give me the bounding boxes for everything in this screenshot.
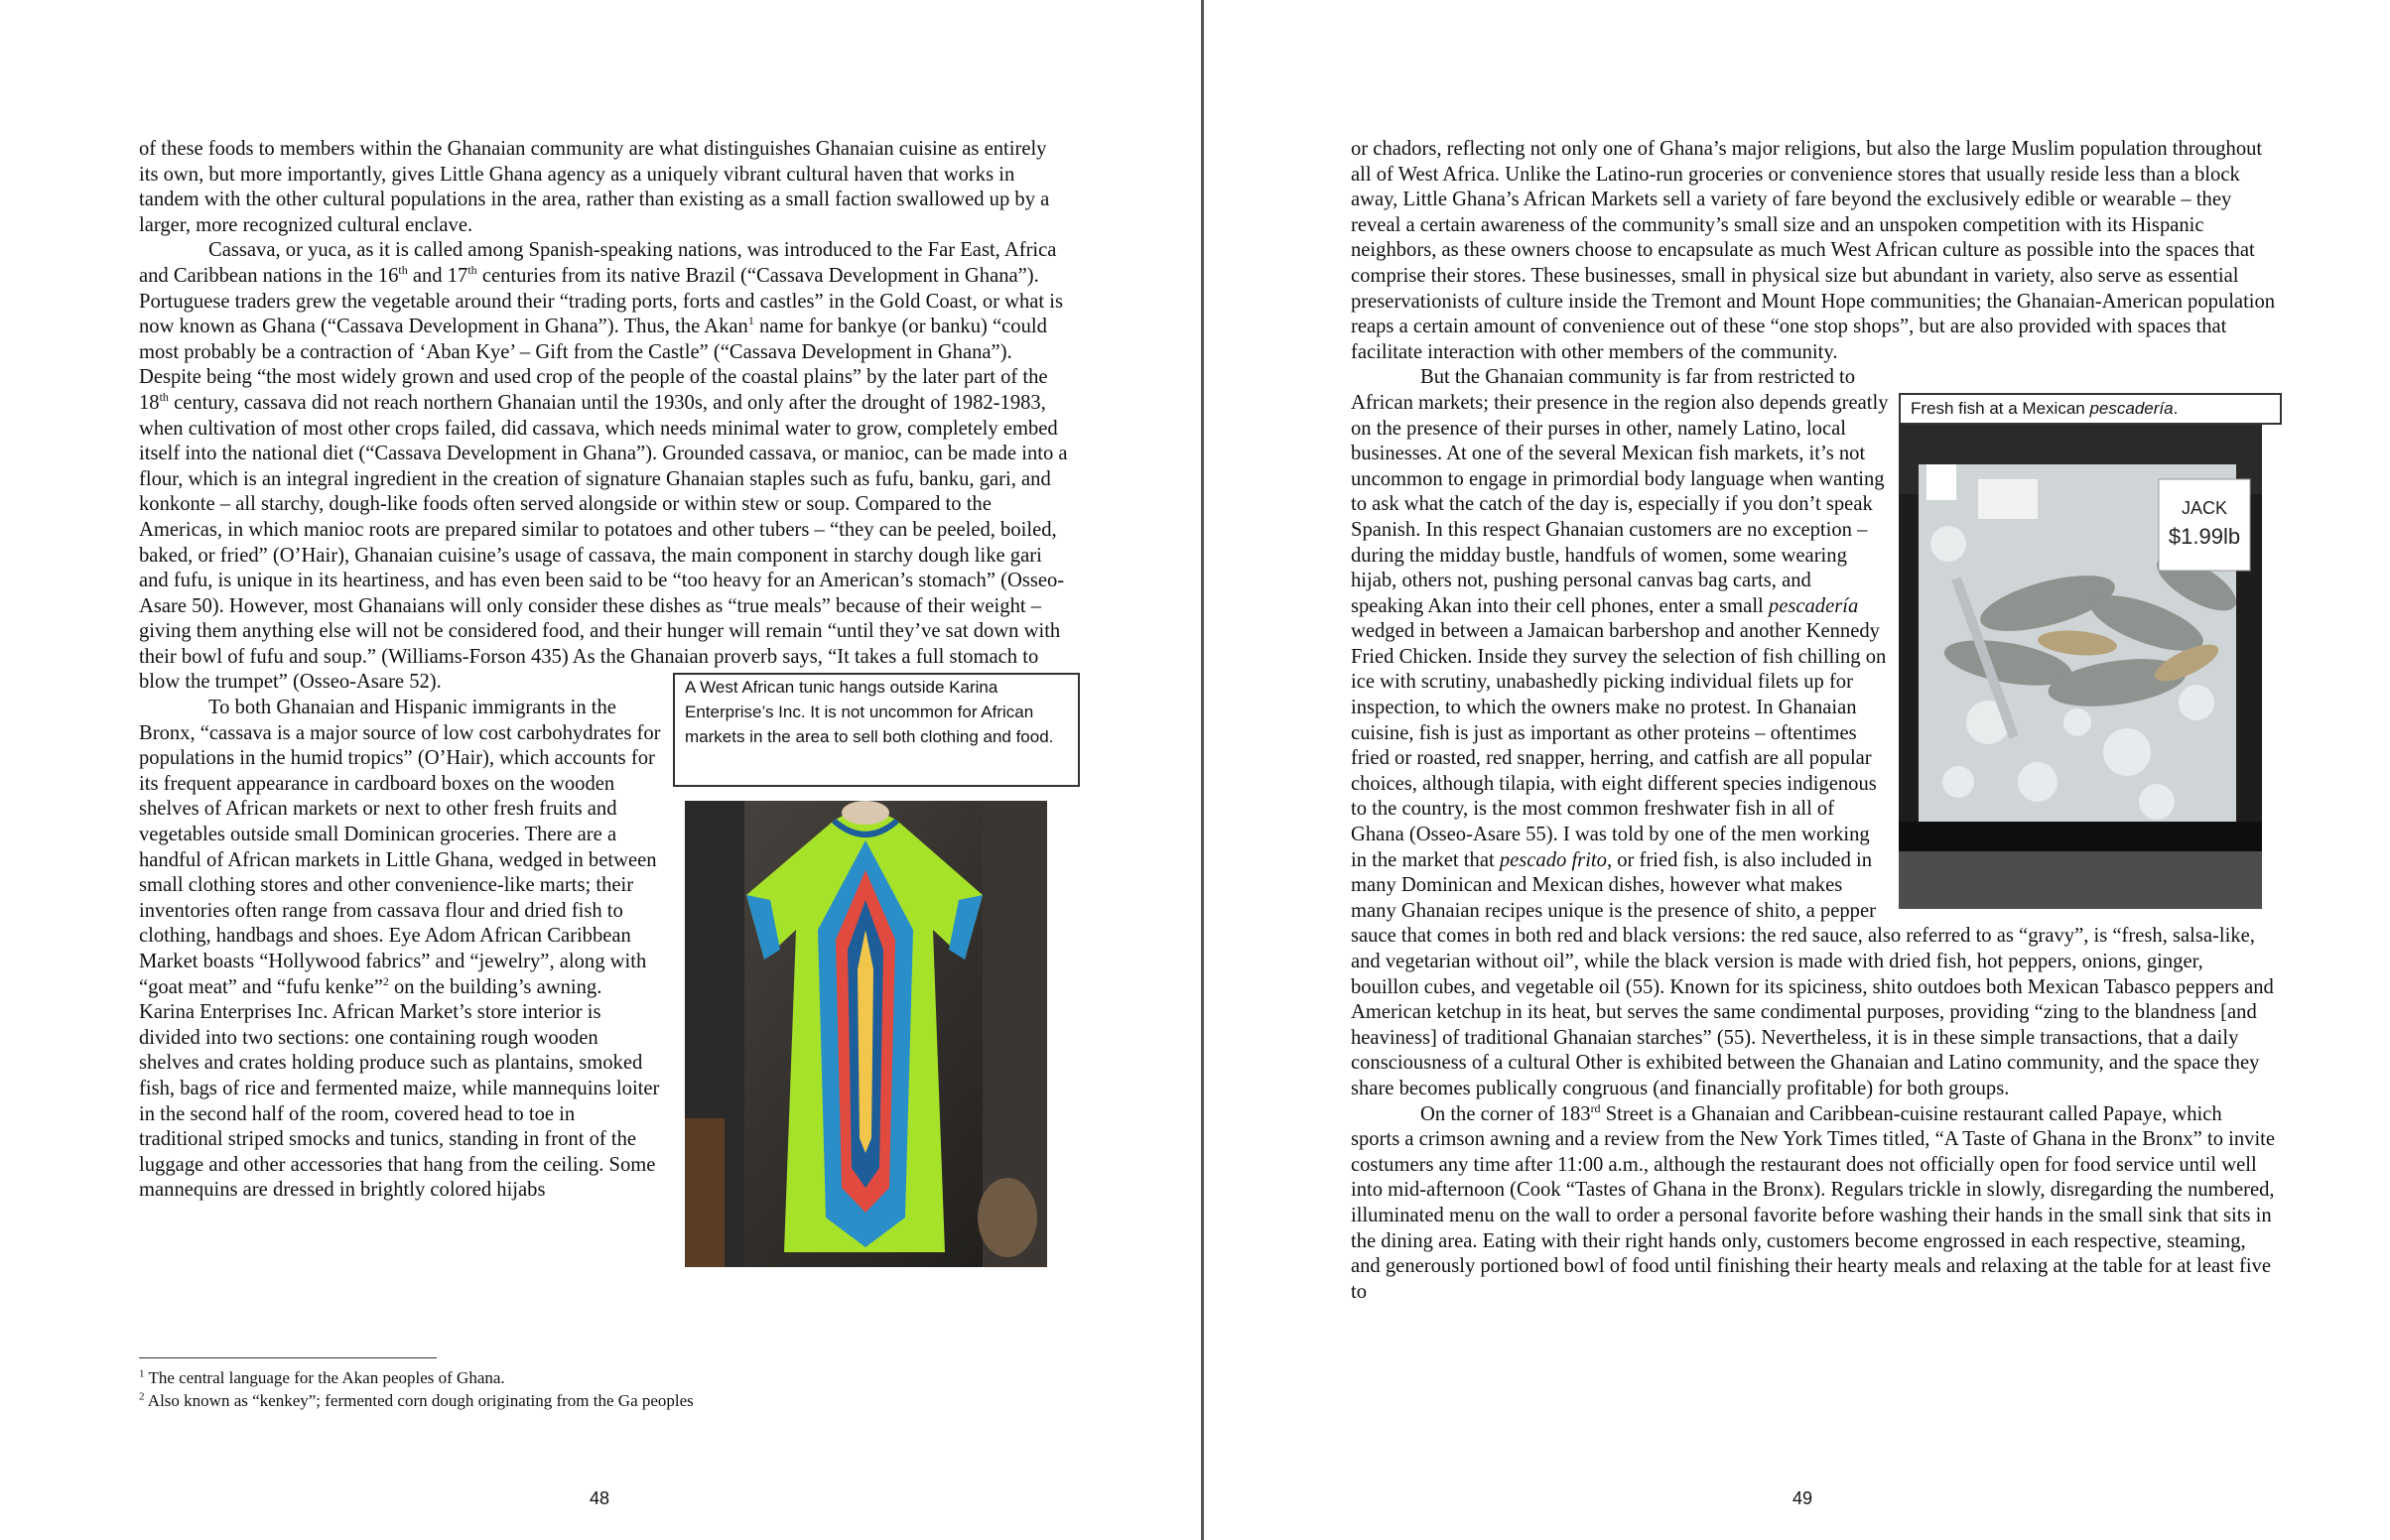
footnote-ref-1[interactable]: 1: [747, 314, 754, 328]
fish-figure: [1899, 393, 2282, 909]
tunic-caption: A West African tunic hangs outside Karina Enterprise’s Inc. It is not uncommon for African markets in the area to sell both clothing and food.: [673, 673, 1080, 787]
left-paragraph-2: Cassava, or yuca, as it is called among Spanish-speaking nations, was introduced to the Far East, Africa and Caribbean nations in the 16th and 17th centuries from its native Brazil (“Cassava Development in Ghana”). Portuguese traders grew the vegetable around their “trading ports, forts and castles” in the Gold Coast, or what is now known as Ghana (“Cassava Development in Ghana”). Thus, the Akan$^1$ name for bankye (or banku) “could most probably be a contraction of ‘Aban Kye’ – Gift from the Castle” (“Cassava Development in Ghana”). Despite being “the most widely grown and used crop of the people of the coastal plains” by the later part of the 18th century, cassava did not reach northern Ghanaian until the 1930s, and only after the drought of 1982-1983, when cultivation of most other crops failed, did cassava, which needs minimal water to grow, completely embed itself into the national diet (“Cassava Development in Ghana”). Grounded cassava, or manioc, can be made into a flour, which is an integral ingredient in the creation of signature Ghanaian staples such as fufu, banku, gari, and konkonte – all starchy, dough-like foods often served alongside or within stew or soup. Compared to the Americas, in which manioc roots are prepared similar to potatoes and other tubers – “they can be peeled, boiled, baked, or fried” (O’Hair), Ghanaian cuisine’s usage of cassava, the main component in starchy dough like gari and fufu, is unique in its heartiness, and has even been said to be “too heavy for an American’s stomach” (Osseo-Asare 50). However, most Ghanaians will only consider these dishes as “true meals” because of their weight – giving them anything else will not be considered food, and their hunger will remain “until they’ve sat down with their bowl of fufu and soup.” (Williams-Forson 435) As the Ghanaian proverb says, “It takes a full stomach to blow the trumpet” (Osseo-Asare 52).: [139, 239, 1068, 694]
page-number-right: 49: [1792, 1488, 1813, 1508]
fish-caption: Fresh fish at a Mexican pescadería.: [1899, 393, 2282, 425]
right-paragraph-2: But the Ghanaian community is far from restricted to African markets; their presence in the region also depends greatly on the presence of their purses in other, namely Latino, local businesses. At one of the several Mexican fish markets, it’s not uncommon to engage in primordial body language when wanting to ask what the catch of the day is, especially if you don’t speak Spanish. In this respect Ghanaian customers are no exception – during the midday bustle, handfuls of women, some wearing hijab, others not, pushing personal canvas bag carts, and speaking Akan into their cell phones, enter a small pescadería wedged in between a Jamaican barbershop and another Kennedy Fried Chicken. Inside they survey the selection of fish chilling on ice with scrutiny, unabashedly picking individual filets up for inspection, to which the owners make no protest. In Ghanaian cuisine, fish is just as important as other proteins – oftentimes fried or roasted, red snapper, herring, and catfish are all popular choices, although tilapia, with eight different species indigenous to the country, is the most common freshwater fish in all of Ghana (Osseo-Asare 55). I was told by one of the men working in the market that pescado frito, or fried fish, is also included in many Dominican and Mexican dishes, however what makes many Ghanaian recipes unique is the presence of shito, a pepper sauce that comes in both red and black versions: the red sauce, also referred to as “gravy”, is “fresh, salsa-like, and vegetarian without oil”, while the black version is made with dried fish, hot peppers, onions, ginger, bouillon cubes, and vegetable oil (55). Known for its spiciness, shito outdoes both Mexican Tabasco peppers and American ketchup in its heat, but serves the same condimental purposes, providing “zing to the blandness [and heaviness] of traditional Ghanaian starches” (55). Nevertheless, it is in these simple transactions, that a daily consciousness of a cultural Other is exhibited between the Ghanaian and Latino community, and the space they share becomes publically congruous (and financially profitable) for both groups.: [1351, 366, 2274, 1099]
tunic-photo: [685, 801, 1047, 1267]
right-page: [1204, 0, 2390, 1540]
tunic-figure: [673, 673, 1080, 1267]
left-paragraph-1: of these foods to members within the Ghanaian community are what distinguishes Ghanaian cuisine as entirely its own, but more importantly, gives Little Ghana agency as a uniquely vibrant cultural haven that works in tandem with the other cultural populations in the area, rather than existing as a small faction swallowed up by a larger, more recognized cultural enclave.: [139, 138, 1050, 236]
page-number-left: 48: [590, 1488, 610, 1508]
fish-illustration: [1899, 425, 2262, 909]
left-paragraph-3: To both Ghanaian and Hispanic immigrants in the Bronx, “cassava is a major source of low cost carbohydrates for populations in the humid tropics” (O’Hair), which accounts for its frequent appearance in cardboard boxes on the wooden shelves of African markets or next to other fresh fruits and vegetables outside small Dominican groceries. There are a handful of African markets in Little Ghana, wedged in between small clothing stores and other convenience-like marts; their inventories often range from cassava flour and dried fish to clothing, handbags and shoes. Eye Adom African Caribbean Market boasts “Hollywood fabrics” and “jewelry”, along with “goat meat” and “fufu kenke”$^2$ on the building’s awning. Karina Enterprises Inc. African Market’s store interior is divided into two sections: one containing rough wooden shelves and crates holding produce such as plantains, smoked fish, bags of rice and fermented maize, while mannequins loiter in the second half of the room, covered head to toe in traditional striped smocks and tunics, standing in front of the luggage and other accessories that hang from the ceiling. Some mannequins are dressed in brightly colored hijabs: [139, 697, 661, 1202]
left-body-text: [139, 137, 1068, 1267]
svg-text:$1.99lb: $1.99lb: [2168, 524, 2241, 550]
fish-photo: [1899, 425, 2262, 909]
right-paragraph-3: On the corner of 183rd Street is a Ghanaian and Caribbean-cuisine restaurant called Papaye, which sports a crimson awning and a review from the New York Times titled, “A Taste of Ghana in the Bronx” to invite costumers any time after 11:00 a.m., although the restaurant does not officially open for food service until well into mid-afternoon (Cook “Tastes of Ghana in the Bronx). Regulars trickle in slowly, disregarding the numbered, illuminated menu on the wall to order a personal favorite before washing their hands in the small sink that sits in the dining area. Eating with their right hands only, customers become engrossed in each respective, steaming, and generously portioned bowl of food until finishing their hearty meals and relaxing at the table for at least five to: [1351, 1100, 2276, 1303]
tunic-illustration: [685, 801, 1047, 1267]
footnote-divider: [139, 1357, 437, 1358]
footnotes: [139, 1366, 1072, 1412]
footnote-1: $^1$ The central language for the Akan peoples of Ghana.: [139, 1367, 505, 1387]
right-paragraph-1: or chadors, reflecting not only one of Ghana’s major religions, but also the large Muslim population throughout all of West Africa. Unlike the Latino-run groceries or convenience stores that usually reside less than a block away, Little Ghana’s African Markets sell a variety of fare beyond the exclusively edible or wearable – they reveal a certain awareness of the community’s small size and an unspoken competition with its Hispanic neighbors, as these owners choose to encapsulate as much West African culture as possible into the spaces that comprise their stores. These businesses, small in physical size but abundant in variety, also serve as essential preservationists of culture inside the Tremont and Mount Hope communities; the Ghanaian-American population reaps a certain amount of convenience out of these “one stop shops”, but are also provided with spaces that facilitate interaction with other members of the community.: [1351, 138, 2276, 363]
footnote-2: $^2$ Also known as “kenkey”; fermented corn dough originating from the Ga peoples: [139, 1390, 694, 1410]
footnote-ref-2[interactable]: 2: [382, 973, 389, 988]
right-body-text: [1351, 137, 2276, 1305]
svg-text:JACK: JACK: [2181, 498, 2228, 519]
